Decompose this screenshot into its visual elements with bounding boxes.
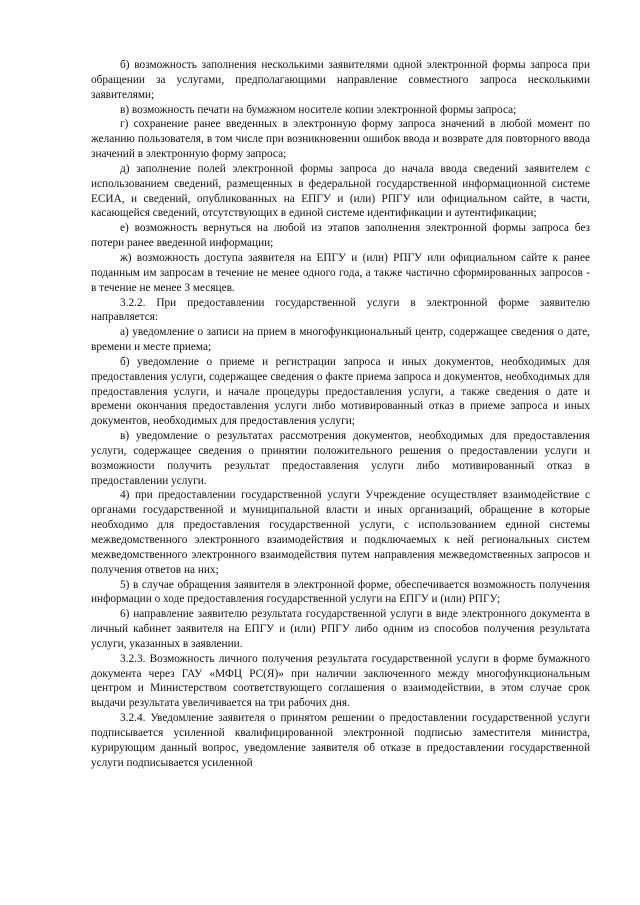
paragraph-3-2-2: 3.2.2. При предоставлении государственной услуги в электронной форме заявителю направляется: <box>91 296 590 324</box>
paragraph-3-2-4: 3.2.4. Уведомление заявителя о принятом решении о предоставлении государственной услуги подписывается усиленной квалифицированной электронной подписью заместителя министра, курирующим данный вопрос, уведомление заявителя об отказе в предоставлении государственной услуги подписывается усиленной <box>91 712 590 769</box>
paragraph-d-prefill-fields: д) заполнение полей электронной формы запроса до начала ввода сведений заявителем с использованием сведений, размещенных в федеральной государственной информационной системе ЕСИА, и сведений, опубликованных на ЕПГУ и (или) РПГУ или официальном сайте, в части, касающейся сведений, отсутствующих в единой системе идентификации и аутентификации; <box>91 162 590 220</box>
paragraph-b-receipt-notice: б) уведомление о приеме и регистрации запроса и иных документов, необходимых для предоставления услуги, содержащее сведения о факте приема запроса и документов, необходимых для предоставления услуги, и начале процедуры предоставления услуги, а также сведения о дате и времени окончания предоставления услуги либо мотивированный отказ в приеме запроса и иных документов, необходимых для предоставления услуги; <box>91 355 590 428</box>
paragraph-v-print-copy: в) возможность печати на бумажном носителе копии электронной формы запроса; <box>120 103 517 116</box>
paragraph-g-save-values: г) сохранение ранее введенных в электронную форму запроса значений в любой момент по желанию пользователя, в том числе при возникновении ошибок ввода и возврате для повторного ввода значений в электронную форму запроса; <box>91 118 590 161</box>
paragraph-a-appointment-notice: а) уведомление о записи на прием в многофункциональный центр, содержащее сведения о дате, времени и месте приема; <box>91 326 590 354</box>
paragraph-v-result-notice: в) уведомление о результатах рассмотрения документов, необходимых для предоставления услуги, содержащее сведения о принятии положительного решения о предоставлении услуги и возможности получить результат предоставления услуги либо мотивированный отказ в предоставлении услуги. <box>91 430 590 487</box>
paragraph-b-joint-form: б) возможность заполнения несколькими заявителями одной электронной формы запроса при обращении за услугами, предполагающими направление совместного запроса несколькими заявителями; <box>91 59 590 101</box>
paragraph-6-result-delivery: 6) направление заявителю результата государственной услуги в виде электронного документа в личный кабинет заявителя на ЕПГУ и (или) РПГУ либо одним из способов получения результата услуги, указанных в заявлении. <box>91 608 590 650</box>
paragraph-e-return-to-step: е) возможность вернуться на любой из этапов заполнения электронной формы запроса без потери ранее введенной информации; <box>91 222 590 250</box>
paragraph-zh-access-history: ж) возможность доступа заявителя на ЕПГУ и (или) РПГУ или официальном сайте к ранее поданным им запросам в течение не менее одного года, а также частично сформированных запросов - в течение не менее 3 месяцев. <box>91 251 590 294</box>
paragraph-4-interagency: 4) при предоставлении государственной услуги Учреждение осуществляет взаимодействие с органами государственной и муниципальной власти и иных организаций, обращение в которые необходимо для предоставления государственной услуги, с использованием единой системы межведомственного электронного взаимодействия и подключаемых к ней региональных систем межведомственного электронного взаимодействия путем направления межведомственных запросов и получения ответов на них; <box>91 489 590 576</box>
paragraph-3-2-3: 3.2.3. Возможность личного получения результата государственной услуги в форме бумажного документа через ГАУ «МФЦ РС(Я)» при наличии заключенного между многофункциональным центром и Министерством соответствующего соглашения о взаимодействии, в этом случае срок выдачи результата увеличивается на три рабочих дня. <box>91 652 590 710</box>
paragraph-5-status-info: 5) в случае обращения заявителя в электронной форме, обеспечивается возможность получения информации о ходе предоставления государственной услуги на ЕПГУ и (или) РПГУ; <box>91 578 590 606</box>
